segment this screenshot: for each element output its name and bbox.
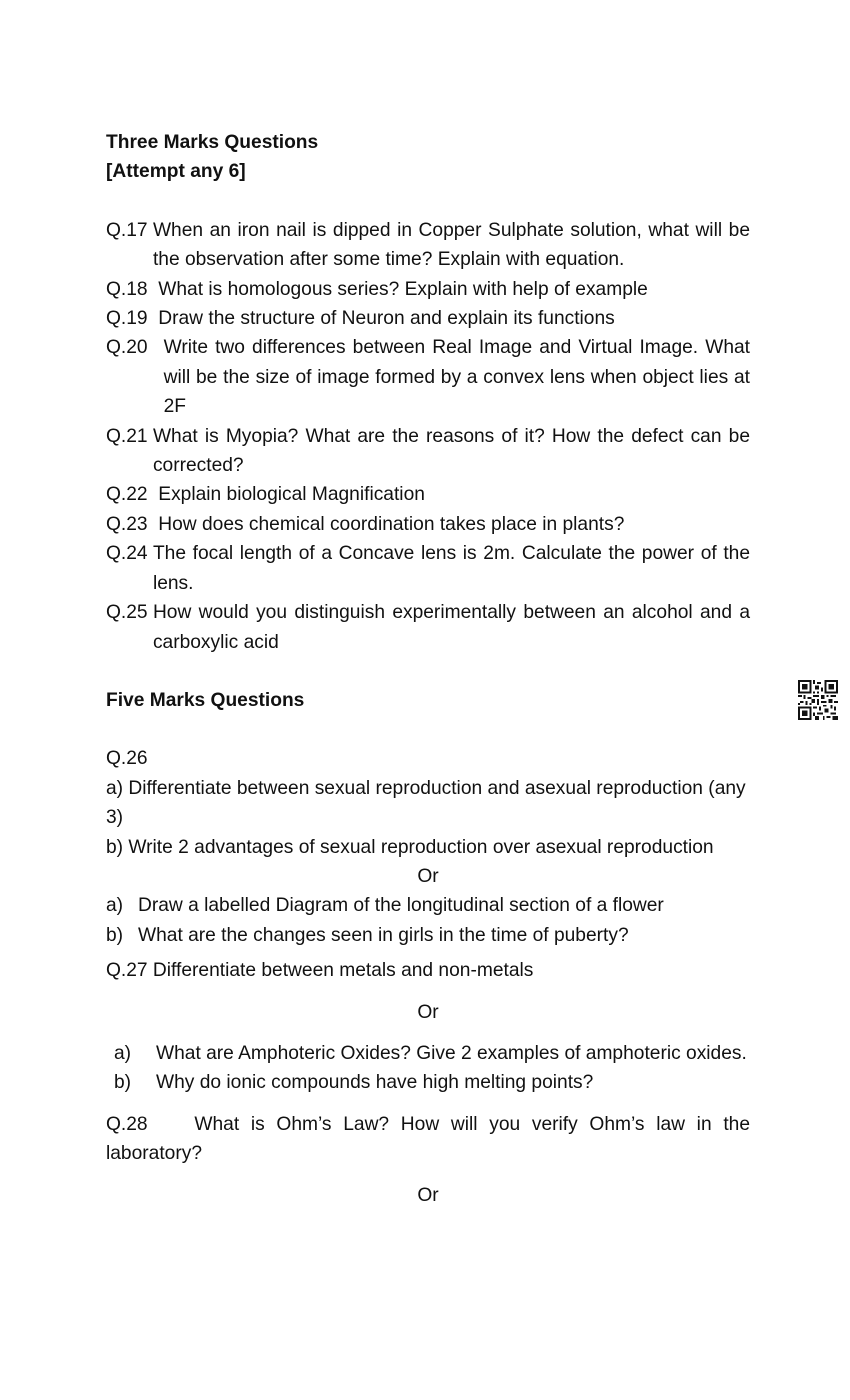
option-text: What are the changes seen in girls in the time of puberty? [138,924,629,946]
q26-alt-part-b [106,921,750,950]
section-instruction: [Attempt any 6] [106,161,246,183]
question-item [106,333,750,421]
question-item [106,480,750,509]
question-text: How does chemical coordination takes place in plants? [158,513,625,535]
question-paper [106,128,756,1210]
question-number: Q.17 [106,219,153,241]
option-text: What are Amphoteric Oxides? Give 2 examples of amphoteric oxides. [156,1042,747,1064]
question-text: When an iron nail is dipped in Copper Sulphate solution, what will be the observation after some time? Explain with equation. [152,219,750,271]
question-item [106,510,750,539]
option-text: Why do ionic compounds have high melting points? [156,1072,594,1094]
q27-alt-part-a [106,1039,750,1068]
question-number: Q.22 [106,484,159,506]
option-label: a) [106,895,124,917]
question-item [106,304,750,333]
q26-part-b: b) Write 2 advantages of sexual reproduction over asexual reproduction [106,836,714,858]
question-28: Q.28 What is Ohm’s Law? How will you verify Ohm’s law in the laboratory? [106,1113,756,1165]
option-text: Draw a labelled Diagram of the longitudinal section of a flower [138,895,664,917]
question-number-26: Q.26 [106,748,148,770]
q26-part-a: a) Differentiate between sexual reproduction and asexual reproduction (any 3) [106,777,746,829]
question-text: How would you distinguish experimentally between an alcohol and a carboxylic acid [152,602,750,653]
or-separator: Or [417,1001,439,1023]
or-separator: Or [417,1184,439,1206]
option-label: b) [106,924,124,946]
or-separator: Or [417,865,439,887]
question-text: What is Myopia? What are the reasons of it? How the defect can be corrected? [152,425,750,477]
question-number: Q.25 [106,602,153,624]
question-item [106,539,750,598]
question-number: Q.24 [106,543,153,565]
question-text: The focal length of a Concave lens is 2m. Calculate the power of the lens. [152,543,750,594]
question-text: Explain biological Magnification [158,484,425,506]
question-text: Draw the structure of Neuron and explain its functions [158,308,615,330]
three-mark-question-list [106,216,750,657]
option-label: b) [114,1072,132,1094]
question-item [106,598,750,657]
option-label: a) [114,1042,132,1064]
question-text: Write two differences between Real Image and Virtual Image. What will be the size of image formed by a convex lens when object lies at 2F [163,337,750,418]
question-number: Q.19 [106,308,159,330]
q26-alt-part-a [106,891,750,920]
question-item [106,216,750,275]
question-number: Q.20 [106,337,164,359]
section-heading-three-marks: Three Marks Questions [106,132,319,153]
qr-code-icon [798,680,838,720]
question-item [106,275,750,304]
question-number: Q.23 [106,513,159,535]
question-item [106,422,750,481]
q27-alt-part-b [106,1068,750,1097]
question-number: Q.21 [106,425,153,447]
question-number: Q.18 [106,278,159,300]
section-heading-five-marks: Five Marks Questions [106,689,305,711]
question-text: What is homologous series? Explain with help of example [158,278,648,300]
question-27: Q.27 Differentiate between metals and non-metals [106,960,534,982]
